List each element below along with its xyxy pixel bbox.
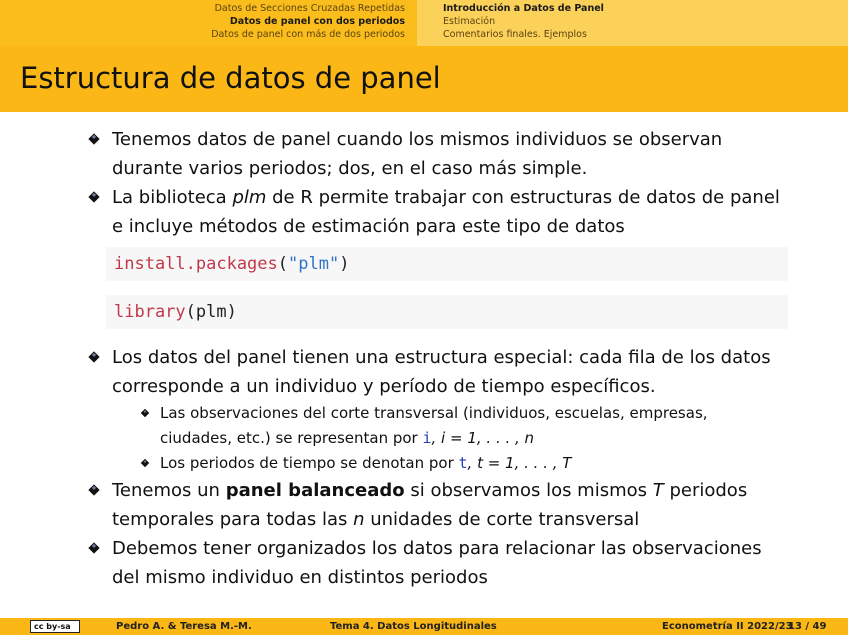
footer-author: Pedro A. & Teresa M.-M.	[116, 621, 252, 632]
code-function: library	[114, 302, 186, 322]
diamond-bullet-icon	[88, 351, 99, 362]
math-range: , t = 1, . . . , T	[467, 454, 572, 472]
diamond-bullet-icon	[88, 542, 99, 553]
math-n: n	[353, 509, 365, 530]
license-text: cc by-sa	[34, 622, 71, 631]
code-i: i	[422, 429, 432, 447]
plm-emphasis: plm	[232, 187, 267, 208]
code-paren: (	[277, 254, 289, 274]
slide-title: Estructura de datos de panel	[20, 61, 441, 95]
math-T: T	[652, 480, 664, 501]
bullet-item	[112, 343, 792, 401]
code-string: "plm"	[288, 254, 340, 274]
nav-item-mas-periodos[interactable]: Datos de panel con más de dos periodos	[211, 29, 405, 40]
footer	[0, 618, 848, 635]
code-args: (plm)	[185, 302, 237, 322]
code-t: t	[458, 454, 468, 472]
footer-course: Econometría II 2022/23	[662, 621, 793, 632]
bullet-text: si observamos los mismos	[404, 480, 653, 501]
bold-term: panel balanceado	[225, 480, 405, 501]
diamond-bullet-icon	[88, 484, 99, 495]
bullet-item	[112, 183, 792, 241]
bullet-text: de R permite trabajar con estructuras de datos de panel e incluye métodos de estimación para este tipo de datos	[112, 187, 780, 237]
bullet-text: La biblioteca	[112, 187, 233, 208]
bullet-text: Los periodos de tiempo se denotan por	[160, 454, 459, 472]
navigation-header	[0, 0, 848, 46]
bullet-item	[112, 534, 792, 592]
code-block	[106, 295, 788, 329]
bullet-text: Los datos del panel tienen una estructura especial: cada fila de los datos corresponde a un individuo y período de tiempo específicos.	[112, 347, 771, 397]
bullet-item	[112, 125, 792, 183]
nav-sections	[0, 0, 417, 46]
diamond-bullet-icon	[88, 191, 99, 202]
nav-item-secciones-cruzadas[interactable]: Datos de Secciones Cruzadas Repetidas	[214, 3, 405, 14]
bullet-text: Las observaciones del corte transversal (individuos, escuelas, empresas, ciudades, etc.) se representan por	[160, 404, 708, 447]
footer-page-number: 13 / 49	[788, 621, 827, 632]
sub-bullet-item	[160, 401, 780, 451]
diamond-bullet-icon	[88, 133, 99, 144]
diamond-bullet-icon	[141, 409, 149, 417]
nav-item-comentarios[interactable]: Comentarios finales. Ejemplos	[443, 29, 587, 40]
bullet-item	[112, 476, 792, 534]
title-bar	[0, 46, 848, 112]
slide-content	[0, 125, 848, 592]
nav-item-dos-periodos[interactable]: Datos de panel con dos periodos	[229, 16, 405, 27]
math-range: , i = 1, . . . , n	[431, 429, 535, 447]
code-paren: )	[339, 254, 350, 274]
cc-license-icon	[30, 620, 80, 633]
footer-topic: Tema 4. Datos Longitudinales	[330, 621, 497, 632]
sub-bullet-item	[160, 451, 780, 476]
code-function: install.packages	[114, 254, 278, 274]
nav-item-introduccion[interactable]: Introducción a Datos de Panel	[443, 3, 604, 14]
nav-topics	[417, 0, 848, 46]
diamond-bullet-icon	[141, 459, 149, 467]
bullet-text: Tenemos datos de panel cuando los mismos individuos se observan durante varios periodos; dos, en el caso más simple.	[112, 129, 723, 179]
bullet-text: periodos temporales para todas las	[112, 480, 748, 530]
code-block	[106, 247, 788, 281]
bullet-text: unidades de corte transversal	[364, 509, 640, 530]
nav-item-estimacion[interactable]: Estimación	[443, 16, 496, 27]
bullet-text: Debemos tener organizados los datos para relacionar las observaciones del mismo individuo en distintos periodos	[112, 538, 762, 588]
bullet-text: Tenemos un	[112, 480, 226, 501]
